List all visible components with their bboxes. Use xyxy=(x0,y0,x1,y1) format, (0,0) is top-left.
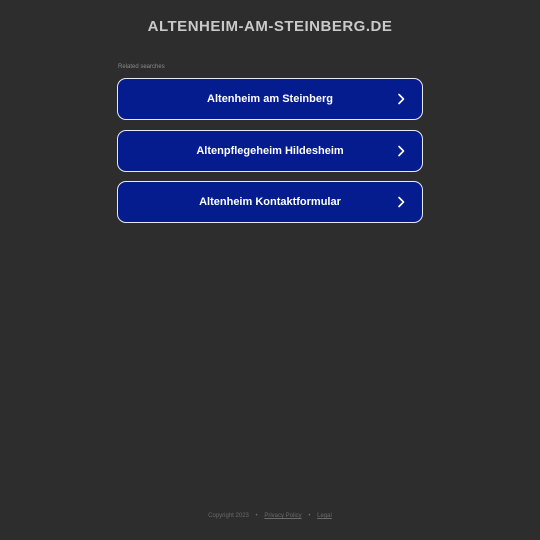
privacy-policy-link[interactable]: Privacy Policy xyxy=(264,513,302,519)
legal-link[interactable]: Legal xyxy=(317,513,332,519)
domain-title: ALTENHEIM-AM-STEINBERG.DE xyxy=(147,18,393,35)
related-search-button-altenpflegeheim-hildesheim[interactable] xyxy=(117,130,423,172)
chevron-right-icon xyxy=(396,93,406,105)
footer-separator: • xyxy=(255,513,258,519)
footer xyxy=(0,513,540,519)
related-searches-label: Related searches xyxy=(118,64,165,70)
related-search-label: Altenpflegeheim Hildesheim xyxy=(196,144,344,157)
chevron-right-icon xyxy=(396,145,406,157)
footer-separator: • xyxy=(308,513,311,519)
related-searches-list xyxy=(117,78,423,233)
chevron-right-icon xyxy=(396,196,406,208)
related-search-button-altenheim-am-steinberg[interactable] xyxy=(117,78,423,120)
copyright-text: Copyright 2023 xyxy=(208,513,249,519)
related-search-label: Altenheim Kontaktformular xyxy=(199,196,341,208)
related-search-button-altenheim-kontaktformular[interactable] xyxy=(117,181,423,223)
related-search-label: Altenheim am Steinberg xyxy=(207,93,333,105)
